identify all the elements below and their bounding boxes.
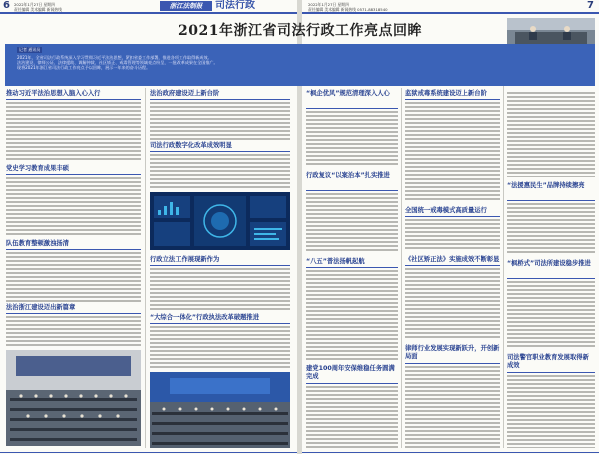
page-number-left: 6: [3, 0, 10, 11]
heading-underline: [306, 267, 398, 268]
conference-hall-photo: [6, 350, 141, 446]
header-rule-left: [0, 12, 297, 14]
col3-heading-2: 行政复议“以案治本”扎实推进: [306, 172, 390, 179]
col2-heading-3: 行政立法工作展现新作为: [150, 256, 220, 263]
heading-underline: [405, 363, 500, 364]
col2-heading-1: 法治政府建设迈上新台阶: [150, 90, 220, 97]
heading-underline: [150, 99, 290, 100]
heading-underline: [306, 108, 398, 109]
heading-underline: [306, 383, 398, 384]
article-body-text: [507, 203, 595, 255]
editor-meta-right: 责任编辑 美术编辑 新闻热线 0571-88318540: [308, 7, 388, 12]
col1-heading-3: 队伍教育整顿激浊扬清: [6, 240, 69, 247]
staff-at-desk-photo: [507, 18, 595, 46]
col4-heading-2: 全国统一戒毒模式高质量运行: [405, 207, 487, 214]
article-body-text: [6, 316, 141, 346]
header-rule-right: [302, 12, 599, 14]
byline-tag: 记者 通讯员: [19, 47, 41, 52]
article-body-text: [405, 219, 500, 251]
heading-underline: [150, 323, 290, 324]
article-body-text: [405, 268, 500, 340]
column-divider: [401, 88, 402, 448]
section-title: 司法行政: [215, 0, 255, 11]
footer-rule-left: [0, 452, 297, 453]
col1-heading-4: 法治浙江建设迈出新篇章: [6, 304, 76, 311]
conference-stage-photo: [150, 372, 290, 448]
lead-line: 法治建设、律师公证、法律援助、调解仲裁、社区矫正、戒毒管理等领域亮点纷呈，一批改革成果在全国推广。: [17, 60, 218, 66]
heading-underline: [6, 99, 141, 100]
article-body-text: [306, 386, 398, 448]
heading-underline: [6, 174, 141, 175]
col3-heading-1: “枫企优风”规范清理深入人心: [306, 90, 390, 97]
col5-heading-4: 司法警官职业教育发展取得新成效: [507, 354, 589, 369]
article-body-text: [150, 268, 290, 310]
col3-heading-3: “八五”普法扬帆起航: [306, 258, 365, 265]
heading-underline: [6, 249, 141, 250]
column-divider: [145, 88, 146, 448]
newspaper-masthead: 浙江法制报: [160, 1, 212, 11]
heading-underline: [6, 313, 141, 314]
col4-heading-3: 《社区矫正法》实施成效不断彰显: [405, 256, 500, 263]
col1-heading-1: 推动习近平法治思想入脑入心入行: [6, 90, 101, 97]
article-body-text: [507, 281, 595, 349]
heading-underline: [405, 265, 500, 266]
article-body-text: [6, 252, 141, 302]
article-body-text: [150, 102, 290, 140]
col4-heading-4: 律师行业发展实现新跃升，开创新局面: [405, 345, 500, 360]
date-meta-left: 2022年1月27日 星期四: [14, 2, 55, 7]
article-body-text: [507, 92, 595, 177]
article-body-text: [306, 193, 398, 253]
article-body-text: [6, 177, 141, 237]
digital-dashboard-photo: [150, 192, 290, 250]
col2-heading-4: “大综合一体化”行政执法改革破题推进: [150, 314, 260, 321]
heading-underline: [507, 200, 595, 201]
lead-line: 现将2021年浙江省司法行政工作亮点予以回眸，展示一年来的奋斗历程。: [17, 65, 151, 71]
heading-underline: [405, 216, 500, 217]
article-body-text: [507, 375, 595, 448]
column-divider: [503, 50, 504, 448]
col5-heading-3: “枫桥式”司法所建设稳步推进: [507, 260, 591, 267]
article-body-text: [405, 102, 500, 202]
date-meta-right: 2022年1月27日 星期四: [308, 2, 349, 7]
col1-heading-2: 党史学习教育成果丰硕: [6, 165, 69, 172]
footer-rule-right: [302, 452, 599, 453]
col2-heading-2: 司法行政数字化改革成效明显: [150, 142, 232, 149]
heading-underline: [150, 151, 290, 152]
article-body-text: [306, 111, 398, 167]
article-body-text: [150, 326, 290, 368]
lead-summary-box: [5, 44, 595, 86]
heading-underline: [405, 99, 500, 100]
col3-heading-4: 建党100周年安保维稳任务圆满完成: [306, 365, 395, 380]
spread-headline: 2021年浙江省司法行政工作亮点回眸: [178, 23, 422, 39]
article-body-text: [306, 270, 398, 360]
page-number-right: 7: [587, 0, 594, 11]
article-body-text: [6, 102, 141, 162]
heading-underline: [507, 278, 595, 279]
article-body-text: [150, 154, 290, 188]
col4-heading-1: 监狱戒毒系统建设迈上新台阶: [405, 90, 487, 97]
col5-heading-2: “法援惠民生”品牌持续擦亮: [507, 182, 585, 189]
heading-underline: [150, 265, 290, 266]
article-body-text: [405, 366, 500, 448]
heading-underline: [507, 372, 595, 373]
lead-line: 2021年，全省司法行政系统深入学习贯彻习近平法治思想，紧扣省委工作部署，推进各项工作取得新成效。: [17, 55, 212, 60]
editor-meta-left: 责任编辑 美术编辑 新闻热线: [14, 7, 62, 12]
lead-paragraph: [17, 55, 587, 71]
heading-underline: [306, 190, 398, 191]
